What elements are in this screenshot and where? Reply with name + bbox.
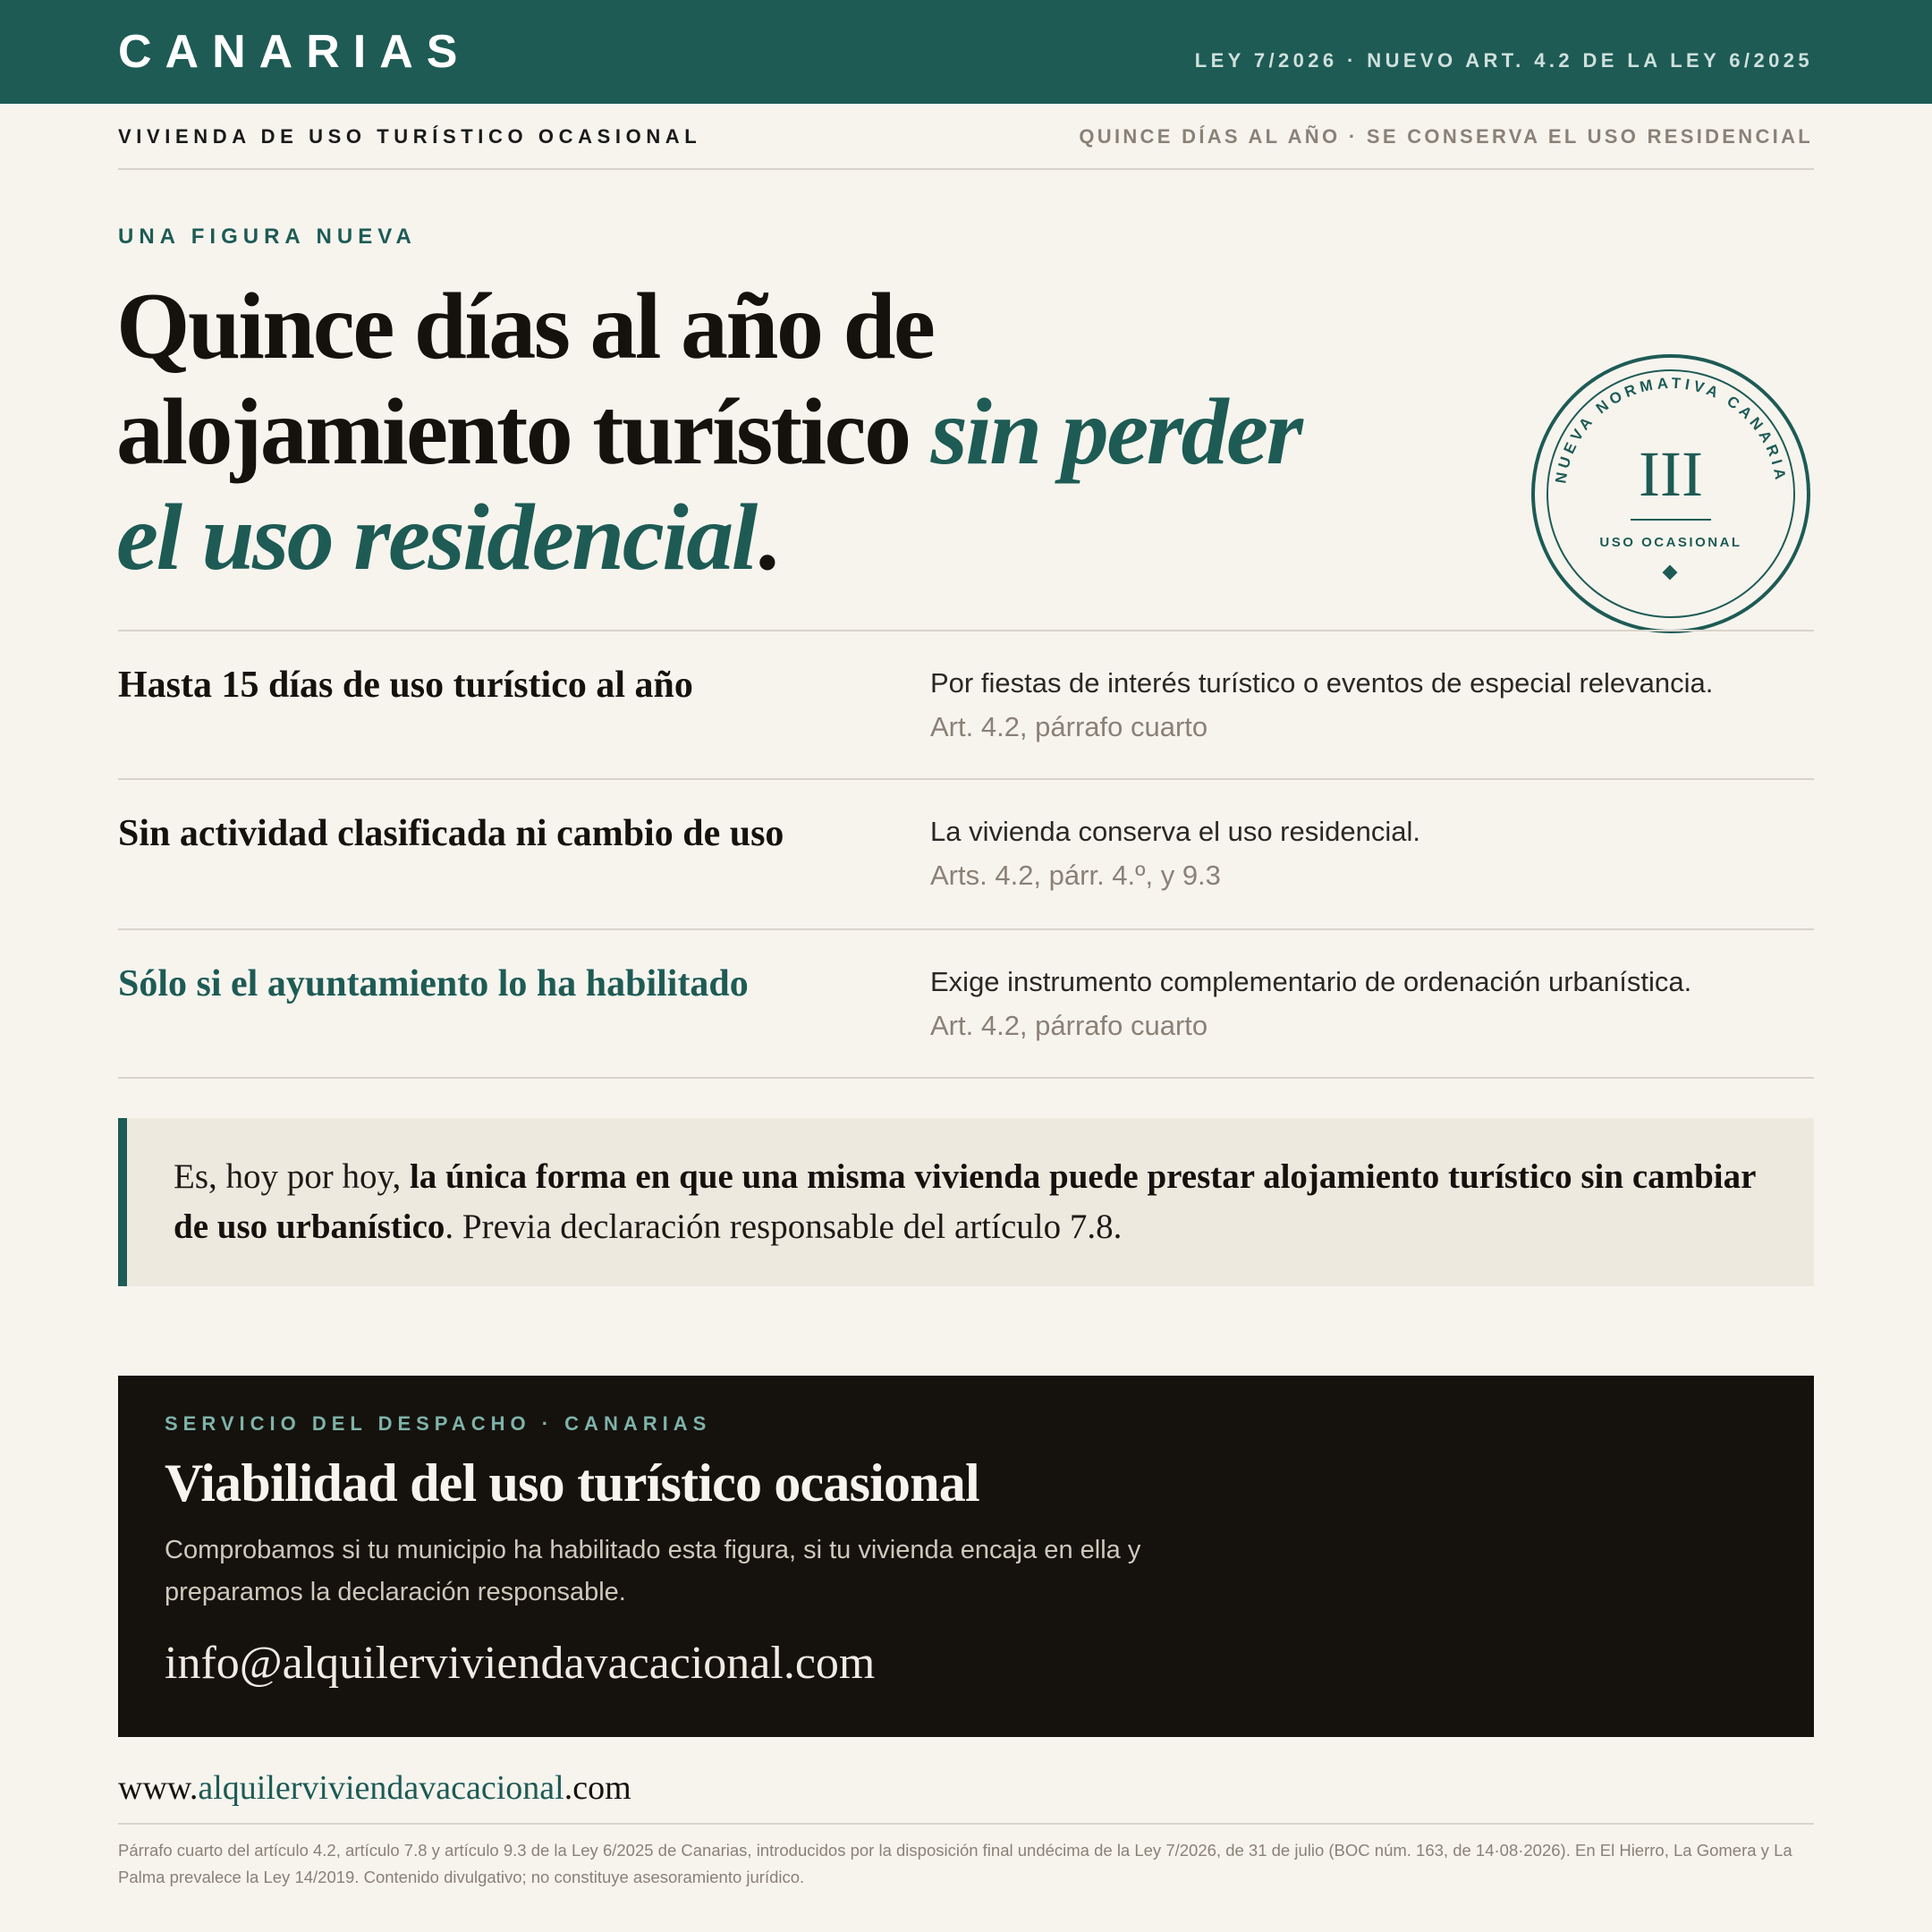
service-description: Comprobamos si tu municipio ha habilitado esta figura, si tu vivienda encaja en ella y preparamos la declaración responsable. <box>165 1536 1141 1606</box>
divider <box>118 1823 1814 1825</box>
website-domain: alquilerviviendavacacional <box>198 1769 564 1807</box>
feature-reference-council: Art. 4.2, párrafo cuarto <box>930 1010 1208 1041</box>
feature-description-days: Por fiestas de interés turístico o eventos de especial relevancia. <box>930 667 1714 699</box>
headline-accent: sin perder el uso residencial <box>116 379 1301 589</box>
hero-kicker: UNA FIGURA NUEVA <box>118 225 417 249</box>
service-kicker: SERVICIO DEL DESPACHO · CANARIAS <box>165 1412 712 1435</box>
feature-description-use: La vivienda conserva el uso residencial. <box>930 816 1420 847</box>
quote-intro: Es, hoy por hoy, <box>174 1157 410 1196</box>
quote-text <box>174 1152 1784 1252</box>
law-reference: LEY 7/2026 · NUEVO ART. 4.2 DE LA LEY 6/2025 <box>1194 49 1813 72</box>
seal-badge <box>1530 352 1812 635</box>
subheader-summary: QUINCE DÍAS AL AÑO · SE CONSERVA EL USO RESIDENCIAL <box>1079 125 1813 148</box>
feature-title-council: Sólo si el ayuntamiento lo ha habilitado <box>118 963 749 1004</box>
website-suffix: .com <box>564 1769 631 1807</box>
seal-caption: USO OCASIONAL <box>1599 535 1742 550</box>
diamond-icon <box>1663 565 1678 580</box>
contact-email-link[interactable]: info@alquilerviviendavacacional.com <box>165 1638 876 1689</box>
quote-emphasis: la única forma en que una misma vivienda puede prestar alojamiento turístico sin cambiar de uso urbanístico <box>174 1157 1756 1246</box>
divider <box>118 630 1814 631</box>
legal-footnote: Párrafo cuarto del artículo 4.2, artículo 7.8 y artículo 9.3 de la Ley 6/2025 de Canarias, introducidos por la disposición final undécima de la Ley 7/2026, de 31 de julio (BOC núm. 163, de 14·08·2026). En El Hierro, La Gomera y La Palma prevalece la Ley 14/2019. Contenido divulgativo; no constituye asesoramiento jurídico. <box>118 1841 1792 1886</box>
headline-text: Quince días al año de alojamiento turístico <box>116 274 934 484</box>
feature-reference-use: Arts. 4.2, párr. 4.º, y 9.3 <box>930 860 1221 891</box>
feature-title-use: Sin actividad clasificada ni cambio de uso <box>118 813 784 854</box>
divider <box>118 778 1814 780</box>
headline <box>116 274 1368 590</box>
top-bar <box>0 0 1932 104</box>
divider <box>118 168 1814 170</box>
feature-reference-days: Art. 4.2, párrafo cuarto <box>930 711 1208 742</box>
service-panel <box>118 1376 1814 1737</box>
website-link[interactable] <box>118 1767 631 1809</box>
quote-accent-bar <box>118 1118 127 1286</box>
service-title: Viabilidad del uso turístico ocasional <box>165 1453 979 1513</box>
headline-period: . <box>755 485 777 589</box>
subheader-topic: VIVIENDA DE USO TURÍSTICO OCASIONAL <box>118 125 702 148</box>
feature-title-days: Hasta 15 días de uso turístico al año <box>118 665 693 706</box>
highlight-quote <box>118 1118 1814 1286</box>
divider <box>118 928 1814 930</box>
website-prefix: www. <box>118 1769 199 1807</box>
feature-description-council: Exige instrumento complementario de ordenación urbanística. <box>930 966 1692 997</box>
brand-title: CANARIAS <box>118 26 471 78</box>
quote-outro: . Previa declaración responsable del artículo 7.8. <box>445 1208 1123 1246</box>
seal-ring-text: NUEVA NORMATIVA CANARIA <box>1552 374 1790 485</box>
seal-numeral: III <box>1639 438 1703 510</box>
divider <box>118 1077 1814 1079</box>
